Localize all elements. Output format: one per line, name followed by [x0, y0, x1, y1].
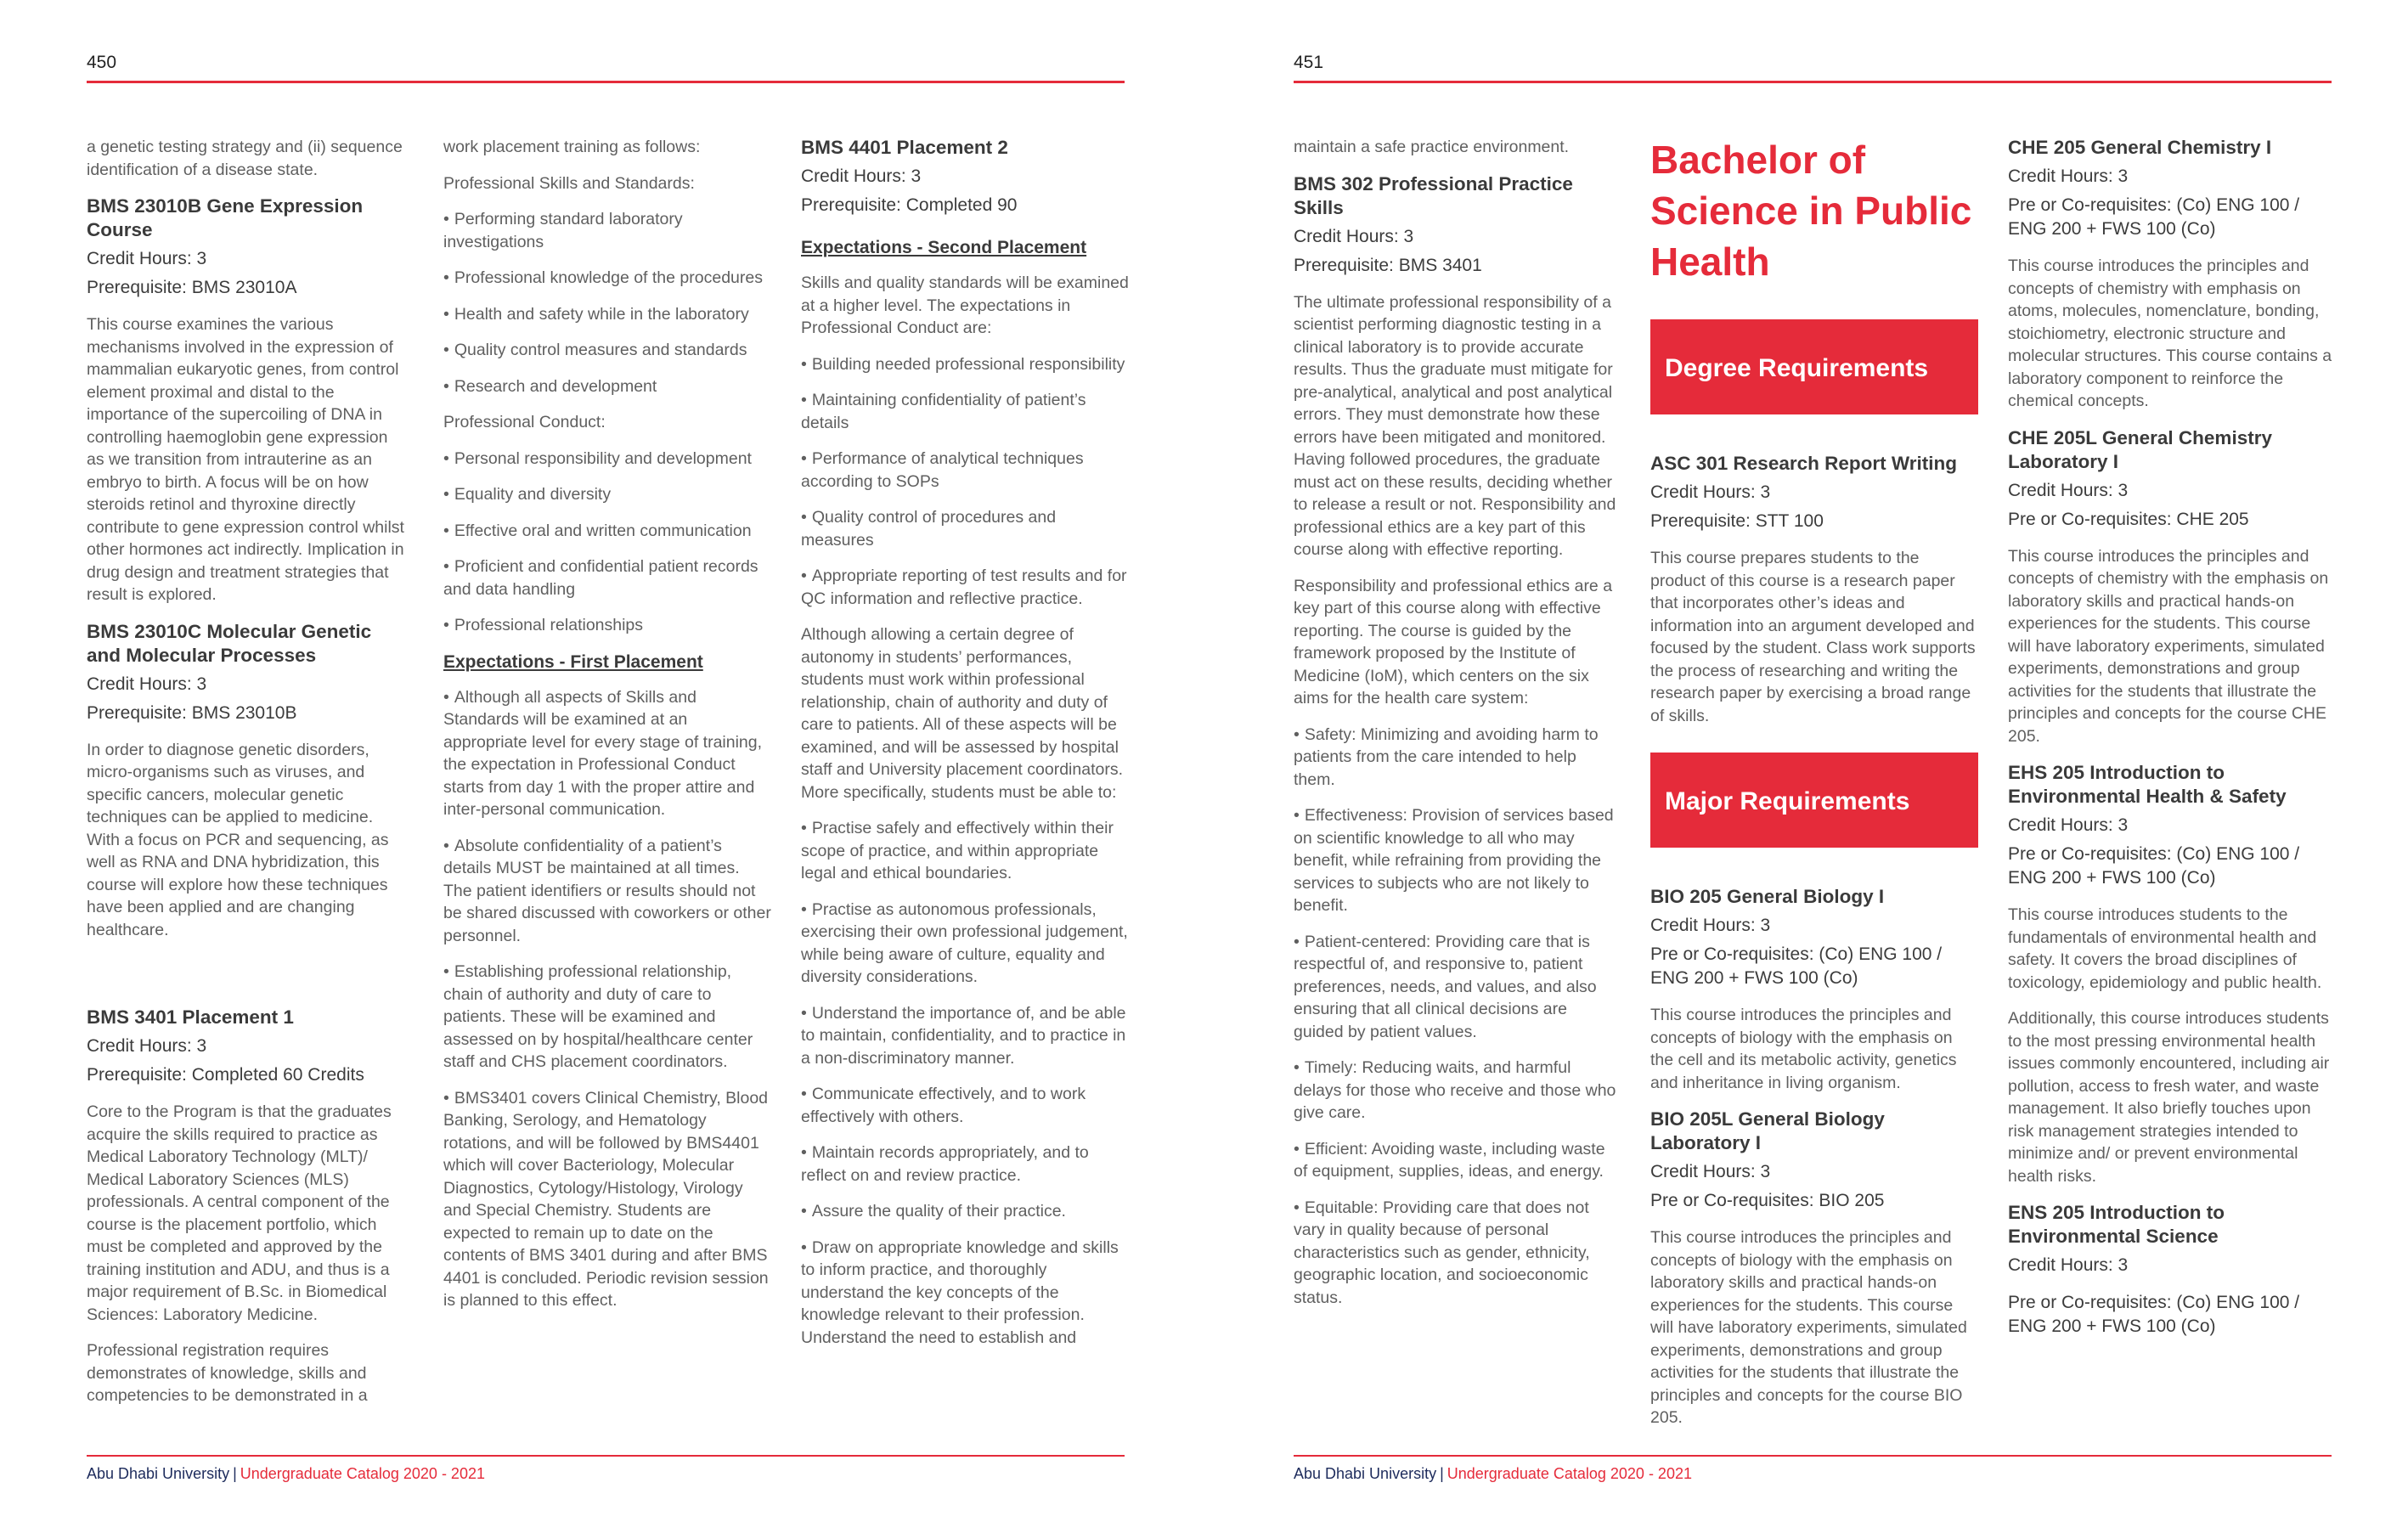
- list-item: • Understand the importance of, and be able to maintain, confidentiality, and to practice in a non-discriminatory manner.: [801, 1003, 1126, 1068]
- prerequisite: Pre or Co-requisites: (Co) ENG 100 / ENG 200 + FWS 100 (Co): [1650, 944, 1943, 988]
- right-page: [1204, 0, 2408, 1539]
- intro-text: maintain a safe practice environment.: [1294, 138, 1570, 156]
- credit-hours: Credit Hours: 3: [1650, 482, 1771, 502]
- course-title: BMS 23010C Molecular Genetic and Molecular Processes: [87, 620, 372, 666]
- list-item: • Health and safety while in the laboratory: [443, 304, 749, 324]
- bullet-list: [443, 686, 771, 1312]
- list-item: • Building needed professional responsibility: [801, 354, 1125, 374]
- prerequisite: Pre or Co-requisites: (Co) ENG 100 / ENG 200 + FWS 100 (Co): [2008, 195, 2300, 239]
- bullet-list: [443, 448, 771, 637]
- list-item: • Performing standard laboratory investigations: [443, 210, 683, 251]
- prerequisite: Pre or Co-requisites: (Co) ENG 100 / ENG 200 + FWS 100 (Co): [2008, 844, 2300, 888]
- footer-separator: |: [233, 1465, 237, 1482]
- header-rule: [87, 81, 1125, 83]
- left-column-2: [443, 136, 771, 1326]
- footer-org: Abu Dhabi University: [87, 1465, 230, 1482]
- credit-hours: Credit Hours: 3: [87, 674, 207, 694]
- major-requirements-banner: Major Requirements: [1650, 753, 1978, 848]
- list-item: • Draw on appropriate knowledge and skills to inform practice, and thoroughly understand the key concepts of the knowledge relevant to their profession. Understand the need to establish and: [801, 1237, 1119, 1347]
- credit-hours: Credit Hours: 3: [87, 1036, 207, 1056]
- intro-text: a genetic testing strategy and (ii) sequence identification of a disease state.: [87, 138, 403, 179]
- list-item: • Proficient and confidential patient records and data handling: [443, 557, 758, 599]
- prerequisite: Prerequisite: BMS 23010B: [87, 702, 297, 723]
- prerequisite: Pre or Co-requisites: CHE 205: [2008, 509, 2249, 529]
- course-description: This course examines the various mechanisms involved in the expression of mammalian eukaryotic genes, from control element proximal and distal to the importance of the supercoiling of DNA in controlling haemoglobin gene expression as we transition from intrauterine as an embryo to birth. A focus will be on how steroids retinol and thyroxine directly contribute to gene expression control whilst other hormones act indirectly. Implication in drug design and treatment strategies that result is explored.: [87, 315, 404, 604]
- course-title: BMS 23010B Gene Expression Course: [87, 195, 364, 240]
- prerequisite: Pre or Co-requisites: BIO 205: [1650, 1191, 1885, 1210]
- course-description: This course introduces the principles and concepts of biology with the emphasis on the cell and its metabolic activity, genetics and inheritance in living organism.: [1650, 1006, 1957, 1092]
- credit-hours: Credit Hours: 3: [2008, 166, 2129, 186]
- list-item: • Appropriate reporting of test results and for QC information and reflective practice.: [801, 567, 1127, 608]
- course-title: BMS 3401 Placement 1: [87, 1006, 294, 1028]
- credit-hours: Credit Hours: 3: [1650, 916, 1771, 935]
- bullet-list: [801, 817, 1129, 1349]
- course-title: BIO 205 General Biology I: [1650, 886, 1885, 907]
- list-item: • Absolute confidentiality of a patient’s details MUST be maintained at all times. The patient identifiers or results should not be shared discussed with coworkers or other personnel.: [443, 836, 771, 945]
- course-description: Core to the Program is that the graduates acquire the skills required to practice as Medical Laboratory Technology (MLT)/ Medical Laboratory Sciences (MLS) professionals. A central component of the course is the placement portfolio, which must be completed and approved by the training institution and ADU, and thus is a major requirement of B.Sc. in Biomedical Sciences: Laboratory Medicine.: [87, 1102, 392, 1324]
- section-heading: Expectations - First Placement: [443, 651, 703, 672]
- list-item: • Equality and diversity: [443, 485, 612, 504]
- intro-text: work placement training as follows:: [443, 138, 701, 156]
- left-column-3: [801, 136, 1129, 1362]
- course-title: ENS 205 Introduction to Environmental Science: [2008, 1202, 2225, 1247]
- page-footer: [87, 1465, 485, 1483]
- course-title: BMS 4401 Placement 2: [801, 137, 1008, 158]
- page-number: 450: [87, 53, 117, 72]
- list-item: • BMS3401 covers Clinical Chemistry, Blood Banking, Serology, and Hematology rotations, and will be followed by BMS4401 which will cover Bacteriology, Molecular Diagnostics, Cytology/Histology, Virology and Special Chemistry. Students are expected to remain up to date on the contents of BMS 3401 during and after BMS 4401 is concluded. Periodic revision session is planned to this effect.: [443, 1088, 769, 1310]
- footer-catalog: Undergraduate Catalog 2020 - 2021: [1446, 1465, 1692, 1482]
- section-label: Professional Skills and Standards:: [443, 173, 695, 193]
- section-label: Professional Conduct:: [443, 413, 606, 431]
- program-title: Bachelor of Science in Public Health: [1650, 138, 1972, 284]
- course-description: Professional registration requires demonstrates of knowledge, skills and competencies to be demonstrated in a: [87, 1341, 368, 1405]
- section-heading: Expectations - Second Placement: [801, 238, 1087, 257]
- course-title: BIO 205L General Biology Laboratory I: [1650, 1108, 1885, 1153]
- course-description: Additionally, this course introduces students to the most pressing environmental health issues commonly encountered, including air pollution, access to fresh water, and waste management. It also briefly touches upon risk management strategies intended to minimize and/ or prevent environmental health risks.: [2008, 1009, 2330, 1186]
- credit-hours: Credit Hours: 3: [2008, 815, 2129, 835]
- course-title: CHE 205 General Chemistry I: [2008, 137, 2272, 158]
- prerequisite: Pre or Co-requisites: (Co) ENG 100 / ENG 200 + FWS 100 (Co): [2008, 1293, 2300, 1336]
- footer-separator: |: [1440, 1465, 1444, 1482]
- paragraph: The ultimate professional responsibility of a scientist performing diagnostic testing in a clinical laboratory is to provide accurate results. Thus the graduate must mitigate for pre-analytical, analytical and post analytical errors. They must demonstrate how these errors have been mitigated and monitored. Having followed procedures, the graduate must act on these results, deciding whether to release a result or not. Responsibility and professional ethics are a key part of this course along with effective reporting.: [1294, 292, 1616, 559]
- footer-org: Abu Dhabi University: [1294, 1465, 1437, 1482]
- bullet-list: [801, 353, 1129, 611]
- course-title: EHS 205 Introduction to Environmental Health & Safety: [2008, 762, 2287, 807]
- credit-hours: Credit Hours: 3: [87, 249, 207, 268]
- list-item: • Professional relationships: [443, 616, 644, 634]
- page-number: 451: [1294, 53, 1324, 72]
- footer-rule: [1294, 1455, 2332, 1457]
- list-item: • Establishing professional relationship, chain of authority and duty of care to patients. These will be examined and assessed on by hospital/healthcare center staff and CHS placement coordinators.: [443, 962, 753, 1071]
- credit-hours: Credit Hours: 3: [801, 166, 922, 186]
- degree-requirements-banner: Degree Requirements: [1650, 319, 1978, 414]
- course-description: This course introduces the principles and concepts of chemistry with emphasis on atoms, molecules, nomenclature, bonding, stoichiometry, electronic structure and molecular structures. This course contains a laboratory component to reinforce the chemical concepts.: [2008, 256, 2332, 410]
- list-item: • Quality control of procedures and measures: [801, 508, 1057, 550]
- list-item: • Maintain records appropriately, and to reflect on and review practice.: [801, 1143, 1089, 1185]
- prerequisite: Prerequisite: BMS 23010A: [87, 278, 297, 297]
- header-rule: [1294, 81, 2332, 83]
- list-item: • Assure the quality of their practice.: [801, 1202, 1066, 1220]
- list-item: • Practise safely and effectively within their scope of practice, and within appropriate legal and ethical boundaries.: [801, 819, 1114, 882]
- prerequisite: Prerequisite: BMS 3401: [1294, 255, 1482, 275]
- list-item: • Maintaining confidentiality of patient’s details: [801, 391, 1086, 432]
- paragraph: Responsibility and professional ethics are a key part of this course along with effective reporting. The course is guided by the framework proposed by the Institute of Medicine (IoM), which centers on the six aims for the health care system:: [1294, 576, 1613, 707]
- course-title: BMS 302 Professional Practice Skills: [1294, 172, 1573, 218]
- prerequisite: Prerequisite: Completed 60 Credits: [87, 1065, 364, 1085]
- credit-hours: Credit Hours: 3: [1294, 226, 1414, 246]
- course-description: This course introduces students to the fundamentals of environmental health and safety. It covers the broad disciplines of toxicology, epidemiology and public health.: [2008, 905, 2322, 992]
- paragraph: Although allowing a certain degree of autonomy in students’ performances, students must work within professional relationship, chain of authority and duty of care to patients. All of these aspects will be examined, and will be assessed by hospital staff and University placement coordinators. More specifically, students must be able to:: [801, 625, 1123, 802]
- list-item: • Research and development: [443, 376, 657, 396]
- bullet-list: [1294, 724, 1621, 1310]
- course-description: This course introduces the principles and concepts of biology with the emphasis on laboratory skills and practical hands-on experiences for the students. This course will have laboratory experiments, simulated experiments, demonstrations and group activities for the students that illustrate the principles and concepts for the course BIO 205.: [1650, 1228, 1967, 1427]
- footer-rule: [87, 1455, 1125, 1457]
- list-item: • Quality control measures and standards: [443, 341, 747, 359]
- list-item: • Professional knowledge of the procedures: [443, 268, 763, 287]
- course-description: In order to diagnose genetic disorders, micro-organisms such as viruses, and specific cancers, molecular genetic techniques can be applied to medicine. With a focus on PCR and sequencing, as well as RNA and DNA hybridization, this course will explore how these techniques have been applied and are changing healthcare.: [87, 740, 389, 939]
- credit-hours: Credit Hours: 3: [2008, 1255, 2129, 1275]
- bullet-list: [443, 208, 771, 397]
- right-column-3: [2008, 136, 2336, 1344]
- list-item: • Although all aspects of Skills and Standards will be examined at an appropriate level for every stage of training, the expectation in Professional Conduct starts from day 1 with the proper attire and inter-personal communication.: [443, 687, 763, 819]
- credit-hours: Credit Hours: 3: [2008, 480, 2129, 500]
- list-item: • Communicate effectively, and to work effectively with others.: [801, 1085, 1086, 1126]
- right-column-2: [1650, 134, 1978, 1443]
- list-item: • Patient-centered: Providing care that is respectful of, and responsive to, patient preferences, needs, and values, and also ensuring that all clinical decisions are guided by patient values.: [1294, 932, 1597, 1041]
- list-item: • Equitable: Providing care that does not vary in quality because of personal characteristics such as gender, ethnicity, geographic location, and socioeconomic status.: [1294, 1198, 1590, 1307]
- list-item: • Effective oral and written communication: [443, 521, 752, 540]
- spacer: [87, 955, 409, 997]
- list-item: • Personal responsibility and development: [443, 448, 752, 468]
- list-item: • Safety: Minimizing and avoiding harm to patients from the care intended to help them.: [1294, 724, 1599, 789]
- prerequisite: Prerequisite: STT 100: [1650, 511, 1824, 531]
- list-item: • Efficient: Avoiding waste, including waste of equipment, supplies, ideas, and energy.: [1294, 1139, 1605, 1181]
- intro-text: Skills and quality standards will be examined at a higher level. The expectations in Professional Conduct are:: [801, 273, 1129, 337]
- left-column-1: [87, 136, 409, 1421]
- page-footer: [1294, 1465, 1692, 1483]
- right-column-1: [1294, 136, 1621, 1322]
- course-title: CHE 205L General Chemistry Laboratory I: [2008, 426, 2272, 472]
- course-description: This course prepares students to the product of this course is a research paper that incorporates other’s ideas and information into an argument developed and focused by the student. Class work supports the process of researching and writing the research paper by exercising a broad range of skills.: [1650, 549, 1976, 725]
- credit-hours: Credit Hours: 3: [1650, 1162, 1771, 1181]
- course-title: ASC 301 Research Report Writing: [1650, 453, 1957, 474]
- course-description: This course introduces the principles and concepts of chemistry with the emphasis on laboratory skills and practical hands-on experiences for the students. This course will have laboratory experiments, simulated experiments, demonstrations and group activities for the students that illustrate the principles and concepts for the course CHE 205.: [2008, 546, 2329, 746]
- footer-catalog: Undergraduate Catalog 2020 - 2021: [240, 1465, 485, 1482]
- list-item: • Effectiveness: Provision of services based on scientific knowledge to all who may benefit, while refraining from providing the services to subjects who are not likely to benefit.: [1294, 806, 1614, 915]
- list-item: • Performance of analytical techniques according to SOPs: [801, 449, 1084, 491]
- prerequisite: Prerequisite: Completed 90: [801, 195, 1018, 215]
- list-item: • Practise as autonomous professionals, exercising their own professional judgement, while being aware of culture, equality and diversity considerations.: [801, 899, 1128, 986]
- list-item: • Timely: Reducing waits, and harmful delays for those who receive and those who give care.: [1294, 1058, 1616, 1122]
